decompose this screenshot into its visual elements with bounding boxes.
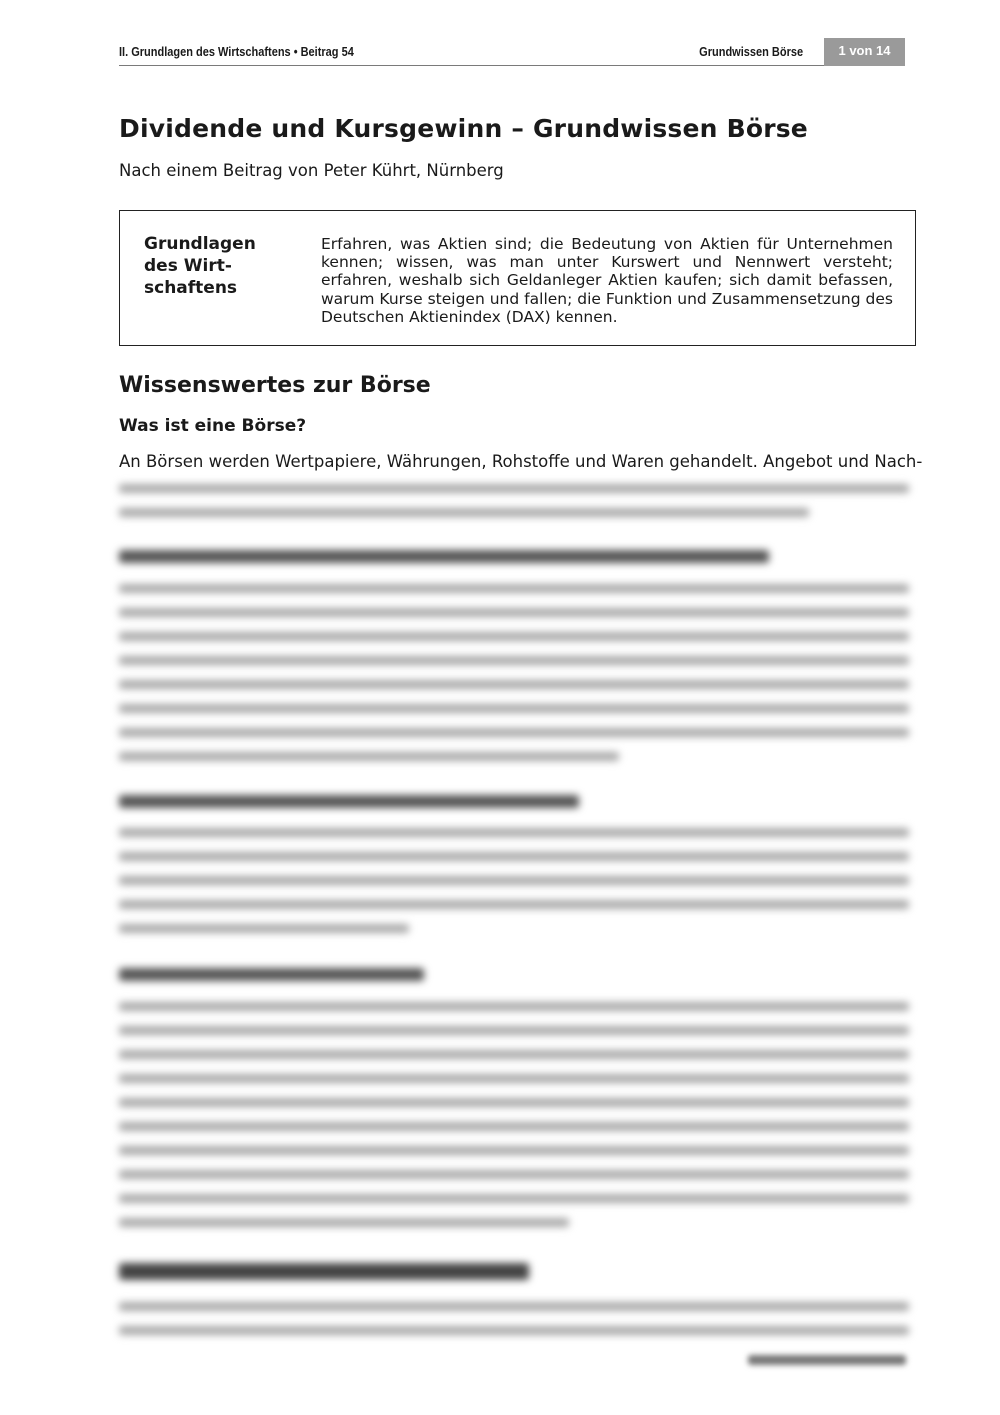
section-heading: Wissenswertes zur Börse	[119, 373, 431, 398]
body-paragraph-first-line: An Börsen werden Wertpapiere, Währungen, Rohstoffe und Waren gehandelt. Angebot und Nach-	[119, 452, 923, 471]
author-line: Nach einem Beitrag von Peter Kührt, Nürnberg	[119, 161, 504, 180]
learning-goals-box	[119, 210, 916, 346]
page-header	[119, 38, 905, 66]
header-section-label: II. Grundlagen des Wirtschaftens • Beitrag 54	[119, 45, 354, 59]
header-rule	[119, 65, 824, 66]
learning-goals-label: Grundlagen des Wirtschaftens	[144, 234, 256, 298]
page-number-badge: 1 von 14	[824, 38, 905, 66]
learning-goals-text: Erfahren, was Aktien sind; die Bedeutung von Aktien für Unternehmen kennen; wissen, was man unter Kurswert und Nennwert versteht; erfahren, weshalb sich Geldanleger Aktien kaufen; sich damit befassen, warum Kurse steigen und fallen; die Funktion und Zusammensetzung des Deutschen Aktienindex (DAX) kennen.	[321, 235, 893, 326]
page-title: Dividende und Kursgewinn – Grundwissen Börse	[119, 114, 808, 143]
header-topic-label: Grundwissen Börse	[699, 45, 803, 59]
blurred-content	[110, 470, 920, 1380]
subsection-heading: Was ist eine Börse?	[119, 416, 307, 436]
footer-credit	[748, 1355, 906, 1365]
